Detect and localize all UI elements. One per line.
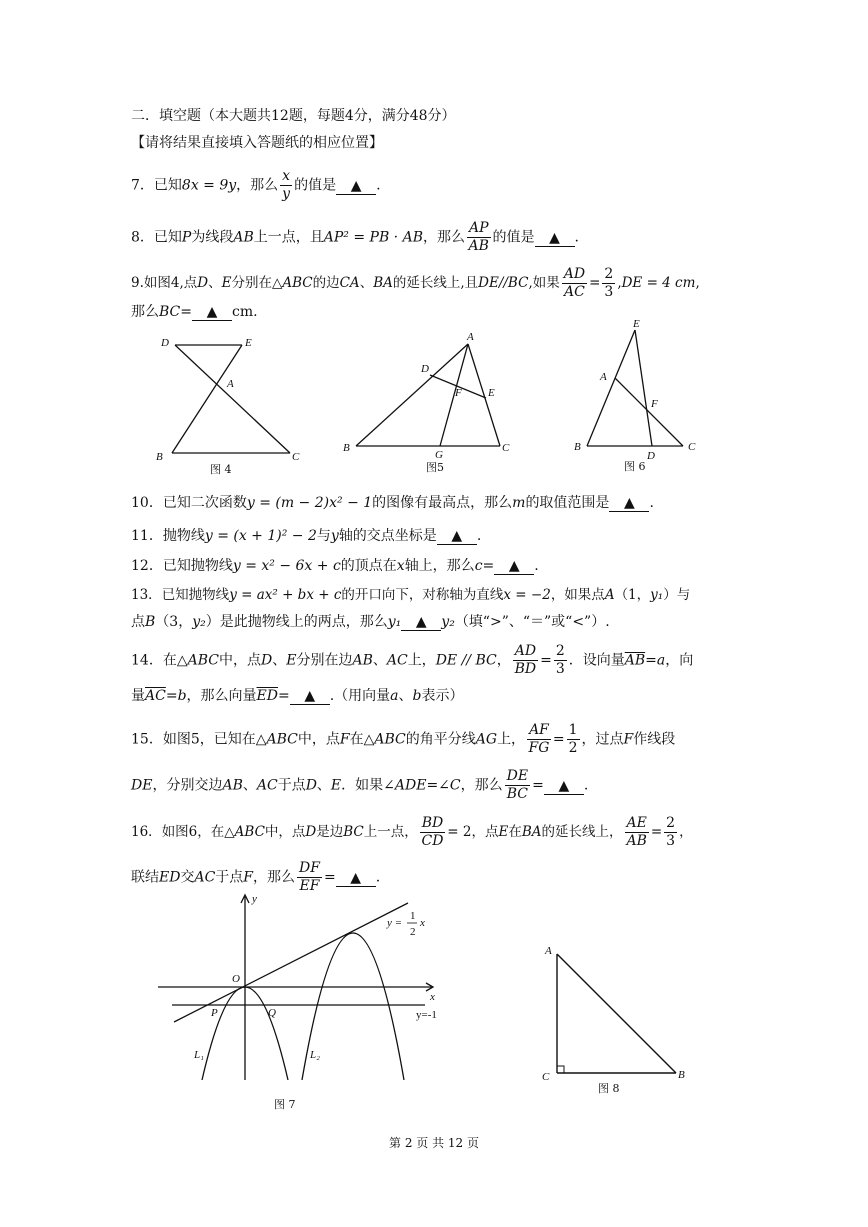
- fig4-label-a: A: [227, 378, 234, 390]
- q13-answer-blank[interactable]: ▲: [401, 614, 441, 631]
- q16-text-l2b: 交: [180, 869, 195, 886]
- q15-answer-blank[interactable]: ▲: [544, 778, 584, 795]
- q14-number: 14．: [131, 652, 163, 669]
- fig7-label-line1-x: x: [420, 917, 425, 929]
- q15-frac3-num: DE: [506, 768, 529, 784]
- q14-vector-a2: a: [390, 688, 399, 704]
- fig7-label-y: y: [252, 893, 257, 905]
- q15-frac2-den: 2: [568, 740, 578, 756]
- q12-var-c: c: [474, 558, 483, 574]
- q9-text-l2c: cm.: [232, 304, 258, 320]
- q15-text-l2h: ，那么: [460, 777, 503, 794]
- q15-text-l2b: ，分别交边: [152, 777, 223, 794]
- question-14-line1: [131, 643, 693, 678]
- q16-eq2: =: [650, 824, 663, 840]
- section-instruction: 【请将结果直接填入答题纸的相应位置】: [131, 135, 383, 151]
- q14-text-f: 上，: [407, 652, 436, 669]
- q15-end: .: [583, 777, 589, 794]
- q9-var-abc: ABC: [282, 275, 313, 291]
- q16-text-l2c: 于点: [215, 869, 244, 886]
- q16-text-c: 是边: [316, 824, 344, 840]
- fig5-label-b: B: [343, 442, 350, 454]
- fig7-label-line1-num: 1: [410, 910, 416, 922]
- figure-8: [530, 940, 700, 1100]
- q10-text-b: 的图像有最高点，那么: [372, 495, 513, 511]
- question-13-line1: [131, 585, 690, 605]
- q14-text-i: =: [645, 652, 657, 669]
- q14-vector-b: b: [177, 688, 187, 704]
- q15-var-f2: F: [623, 731, 634, 748]
- q10-text-c: 的取值范围是: [525, 495, 610, 511]
- q14-frac2-num: 2: [555, 643, 565, 659]
- q15-text-b: 中，点: [297, 731, 340, 748]
- fig8-label-b: B: [678, 1069, 685, 1081]
- q12-text-c: 轴上，那么: [404, 558, 475, 574]
- q14-var-ac: AC: [386, 652, 408, 669]
- q8-answer-blank[interactable]: ▲: [535, 230, 575, 247]
- q16-var-bc: BC: [343, 824, 364, 840]
- q9-text-g: ,如果: [528, 275, 560, 291]
- q15-var-ab: AB: [222, 777, 243, 794]
- q16-text-g: 的延长线上，: [541, 824, 623, 840]
- q12-answer-blank[interactable]: ▲: [494, 558, 534, 575]
- q9-frac-den: AC: [563, 284, 585, 300]
- q14-text-l2g: 表示）: [421, 688, 464, 704]
- q13-var-y2b: y₂: [441, 614, 455, 630]
- q11-number: 11．: [131, 528, 163, 544]
- fig6-seg-ac: [615, 378, 683, 446]
- fig6-label-d: D: [647, 450, 655, 462]
- q8-frac-num: AP: [468, 220, 489, 236]
- q15-number: 15．: [131, 731, 163, 748]
- fig5-label-c: C: [502, 442, 510, 454]
- q14-vector-ab: $\overline{AB}$: [624, 652, 646, 669]
- q11-text-a: 抛物线: [162, 528, 205, 544]
- q16-number: 16．: [131, 824, 162, 840]
- fig8-right-angle-mark: [557, 1066, 564, 1073]
- q14-frac-num: AD: [514, 643, 537, 659]
- q14-text-h: ．设向量: [568, 652, 625, 669]
- q14-parallel: DE // BC: [435, 652, 497, 669]
- q15-var-ac: AC: [256, 777, 278, 794]
- q15-fraction-2: [567, 722, 580, 757]
- q16-text-d: 上一点，: [363, 824, 418, 840]
- q12-text-b: 的顶点在: [340, 558, 397, 574]
- fig7-label-p: P: [211, 1007, 218, 1019]
- q14-fraction-2: [554, 643, 567, 678]
- question-16-line1: [131, 815, 693, 850]
- q9-var-bc: BC: [159, 304, 181, 320]
- q7-frac-num: x: [282, 168, 291, 184]
- q8-text-a: 已知: [153, 229, 182, 246]
- q14-text-l2a: 量: [131, 688, 145, 704]
- q9-text-i: ,: [695, 275, 700, 291]
- q7-end: .: [376, 177, 381, 194]
- q15-frac-den: FG: [528, 740, 550, 756]
- q9-var-ca: CA: [339, 275, 360, 291]
- fig6-label-b: B: [574, 441, 581, 453]
- q14-var-e: E: [286, 652, 297, 669]
- q14-fraction: [513, 643, 538, 678]
- q11-var-y: y: [330, 528, 339, 544]
- q14-text-a: 在△: [162, 652, 188, 669]
- q14-var-ab: AB: [352, 652, 373, 669]
- q8-text-c: 上一点，且: [253, 229, 324, 246]
- fig4-label-b: B: [156, 451, 163, 463]
- q15-text-c: 在△: [349, 731, 375, 748]
- q16-var-ba: BA: [521, 824, 542, 840]
- q15-fraction-3: [505, 768, 530, 803]
- question-9-line2: [131, 302, 258, 322]
- q12-text-d: =: [482, 558, 495, 574]
- page-footer: 第 2 页 共 12 页: [389, 1136, 479, 1150]
- q16-text-h: ，: [679, 824, 693, 840]
- fig8-seg-ab: [557, 954, 676, 1073]
- question-7: [131, 168, 381, 203]
- q15-text-e: 上，: [497, 731, 526, 748]
- fig8-label-c: C: [542, 1071, 550, 1083]
- q14-text-l2f: 、: [398, 688, 413, 704]
- q16-text-l2a: 联结: [131, 869, 159, 886]
- q10-var-m: m: [512, 495, 526, 511]
- q11-text-b: 与: [316, 528, 331, 544]
- q8-text-d: ，那么: [422, 229, 465, 246]
- fig7-label-q: Q: [268, 1007, 276, 1019]
- q15-frac-num: AF: [529, 722, 549, 738]
- q8-text-e: 的值是: [492, 229, 535, 246]
- q13-var-a: A: [604, 587, 615, 603]
- q16-frac2-den: AB: [626, 833, 647, 849]
- q13-number: 13．: [131, 587, 162, 603]
- q16-text-f: 在: [508, 824, 522, 840]
- fig4-label-e: E: [245, 337, 252, 349]
- q14-vector-b2: b: [412, 688, 422, 704]
- fig8-label-a: A: [545, 945, 552, 957]
- q16-var-e: E: [498, 824, 509, 840]
- q16-frac2-num: AE: [626, 815, 647, 831]
- fig5-caption: 图5: [426, 461, 444, 474]
- q16-text-l2d: ，那么: [253, 869, 295, 886]
- q14-text-l2d: =: [277, 688, 290, 704]
- q14-text-l2e: .（用向量: [329, 688, 391, 704]
- q9-de-length: DE = 4 cm: [621, 275, 696, 291]
- q13-text-l2b: （3，: [155, 614, 193, 630]
- fig7-line-half-x: [174, 903, 408, 1022]
- fig6-seg-eb: [587, 330, 635, 446]
- q14-var-d: D: [260, 652, 273, 669]
- q15-var-abc: ABC: [266, 731, 298, 748]
- q8-frac-den: AB: [468, 238, 489, 254]
- question-12: [131, 556, 539, 576]
- figure-4: [150, 330, 310, 480]
- q13-text-l2a: 点: [131, 614, 145, 630]
- q9-frac2-num: 2: [604, 266, 614, 282]
- question-15-line2: [131, 768, 588, 803]
- fig4-caption: 图 4: [210, 463, 232, 476]
- q9-frac-num: AD: [563, 266, 586, 282]
- q7-equation: 8x = 9y: [181, 177, 237, 194]
- question-10: [131, 493, 654, 513]
- q9-text-a: 9.如图4,点: [131, 275, 198, 291]
- q15-text-l2e: 、: [316, 777, 331, 794]
- q16-end: .: [375, 869, 381, 886]
- q8-number: 8．: [131, 229, 154, 246]
- q7-text-b: ，那么: [236, 177, 279, 194]
- q9-text-c: 分别在△: [231, 275, 283, 291]
- q14-vector-ed: $\overline{ED}$: [256, 688, 278, 704]
- q7-answer-blank[interactable]: ▲: [336, 178, 376, 195]
- q16-text-b: 中，点: [264, 824, 306, 840]
- q11-answer-blank[interactable]: ▲: [437, 528, 477, 545]
- q16-text-a: 如图6，在△: [161, 824, 235, 840]
- q14-text-d: 分别在边: [296, 652, 353, 669]
- q9-var-ba: BA: [373, 275, 393, 291]
- q16-var-ac: AC: [194, 869, 216, 886]
- q16-text-l2e: =: [323, 869, 336, 886]
- question-15-line1: [131, 722, 675, 757]
- q11-text-c: 轴的交点坐标是: [338, 528, 437, 544]
- q7-frac-den: y: [282, 186, 291, 202]
- q12-text-a: 已知抛物线: [162, 558, 233, 574]
- q15-text-l2g: =∠: [426, 777, 450, 794]
- fig7-label-line1: y =: [387, 917, 403, 929]
- q16-fraction: [420, 815, 446, 850]
- q16-fraction-3: [664, 815, 677, 850]
- q7-fraction: [280, 168, 292, 203]
- fig4-label-c: C: [292, 451, 300, 463]
- q9-text-d: 的边: [312, 275, 340, 291]
- q15-var-e: E: [330, 777, 342, 794]
- fig4-label-d: D: [161, 337, 169, 349]
- question-9-line1: [131, 266, 700, 301]
- q12-number: 12．: [131, 558, 163, 574]
- fig5-seg-ab: [356, 344, 468, 446]
- q9-fraction-2: [602, 266, 615, 301]
- q15-var-ade: ADE: [394, 777, 427, 794]
- q13-text-a: 已知抛物线: [161, 587, 230, 603]
- q9-text-e: 、: [359, 275, 374, 291]
- q14-text-l2b: =: [165, 688, 178, 704]
- q13-var-y1b: y₁: [387, 614, 402, 630]
- fig5-label-g: G: [435, 449, 443, 461]
- fig7-label-line1-den: 2: [410, 926, 416, 938]
- q9-frac2-den: 3: [604, 284, 614, 300]
- figure-6: [570, 316, 710, 476]
- q13-text-l2c: ）是此抛物线上的两点，那么: [205, 614, 388, 630]
- q9-eq: =: [589, 275, 601, 291]
- fig5-seg-ac: [468, 344, 500, 446]
- q14-var-abc: ABC: [187, 652, 219, 669]
- q14-text-b: 中，点: [218, 652, 261, 669]
- q14-eq: =: [540, 652, 552, 669]
- question-11: [131, 526, 481, 546]
- q15-text-d: 的角平分线: [405, 731, 476, 748]
- q9-text-b: 、: [208, 275, 222, 291]
- q12-end: .: [534, 558, 539, 574]
- q14-text-j: ，向: [665, 652, 694, 669]
- fig7-label-o: O: [232, 973, 240, 985]
- q15-text-g: 作线段: [633, 731, 676, 748]
- q11-equation: y = (x + 1)² − 2: [204, 528, 317, 544]
- fig6-seg-ed: [635, 330, 652, 446]
- fig4-seg-dc: [175, 345, 290, 453]
- q8-text-b: 为线段: [191, 229, 234, 246]
- q9-text-h: ,: [617, 275, 622, 291]
- q13-text-b: 的开口向下，对称轴为直线: [341, 587, 504, 603]
- q7-number: 7．: [131, 177, 154, 194]
- q15-frac3-den: BC: [506, 786, 528, 802]
- q8-fraction: [467, 220, 491, 255]
- q14-frac-den: BD: [514, 661, 537, 677]
- q8-equation: AP² = PB · AB: [323, 229, 423, 246]
- q14-answer-blank[interactable]: ▲: [290, 688, 330, 705]
- q16-text-e: ，点: [471, 824, 499, 840]
- section-title: 二．填空题（本大题共12题，每题4分，满分48分）: [131, 108, 456, 124]
- q15-text-a: 如图5，已知在△: [162, 731, 267, 748]
- fig4-seg-eb: [172, 345, 242, 453]
- q13-axis: x = −2: [503, 587, 551, 603]
- fig6-label-e: E: [633, 318, 640, 330]
- q13-var-y1: y₁: [650, 587, 664, 603]
- q14-text-l2c: ，那么向量: [186, 688, 257, 704]
- q15-var-d: D: [305, 777, 317, 794]
- q16-var-abc: ABC: [234, 824, 265, 840]
- fig5-label-e: E: [488, 387, 495, 399]
- q13-text-d: （1，: [614, 587, 651, 603]
- q8-var-ab: AB: [233, 229, 254, 246]
- q15-var-ag: AG: [475, 731, 498, 748]
- q13-text-c: ，如果点: [550, 587, 605, 603]
- q15-text-f: ，过点: [581, 731, 624, 748]
- figure-7: [150, 888, 450, 1118]
- q8-end: .: [574, 229, 579, 246]
- q14-text-g: ，: [496, 652, 511, 669]
- q12-equation: y = x² − 6x + c: [232, 558, 341, 574]
- q9-var-d: D: [197, 275, 209, 291]
- fig7-label-x: x: [430, 991, 435, 1003]
- fig5-label-a: A: [467, 331, 474, 343]
- q15-fraction: [527, 722, 551, 757]
- q10-end: .: [649, 495, 654, 511]
- q7-text-c: 的值是: [294, 177, 337, 194]
- q16-eq: = 2: [447, 824, 472, 840]
- q13-text-l2d: （填“>”、“＝”或“<”）.: [454, 614, 610, 630]
- q15-eq: =: [552, 731, 565, 748]
- q14-vector-a: a: [656, 652, 666, 669]
- fig8-caption: 图 8: [598, 1082, 620, 1095]
- q8-var-p: P: [181, 229, 192, 246]
- fig5-seg-ag: [440, 344, 468, 446]
- fig7-label-line2: y=-1: [416, 1009, 437, 1021]
- fig7-caption: 图 7: [274, 1098, 296, 1111]
- q15-var-c: C: [449, 777, 461, 794]
- q16-answer-blank[interactable]: ▲: [336, 870, 376, 887]
- fig5-label-d: D: [421, 363, 429, 375]
- fig6-label-f: F: [651, 398, 658, 410]
- question-8: [131, 220, 579, 255]
- fig6-label-a: A: [600, 371, 607, 383]
- q16-var-d: D: [305, 824, 317, 840]
- q16-frac4-den: EF: [299, 878, 320, 894]
- fig6-label-c: C: [688, 441, 696, 453]
- q7-text-a: 已知: [153, 177, 182, 194]
- q16-var-ed: ED: [159, 869, 181, 886]
- q10-equation: y = (m − 2)x² − 1: [246, 495, 373, 511]
- fig5-label-f: F: [455, 387, 462, 399]
- q9-text-f: 的延长线上,且: [392, 275, 479, 291]
- question-13-line2: [131, 612, 610, 632]
- q15-var-abc2: ABC: [374, 731, 406, 748]
- q15-text-l2d: 于点: [277, 777, 306, 794]
- q13-var-b: B: [145, 614, 156, 630]
- q14-frac2-den: 3: [555, 661, 565, 677]
- q10-text-a: 已知二次函数: [162, 495, 247, 511]
- q11-end: .: [476, 528, 482, 544]
- q9-text-l2a: 那么: [131, 304, 159, 320]
- q15-text-l2i: =: [532, 777, 544, 794]
- q10-number: 10．: [131, 495, 163, 511]
- q16-frac-den: CD: [421, 833, 444, 849]
- q9-parallel: DE//BC: [478, 275, 529, 291]
- q16-frac-num: BD: [421, 815, 444, 831]
- q9-var-e: E: [221, 275, 232, 291]
- q9-answer-blank[interactable]: ▲: [192, 304, 232, 321]
- q14-text-e: 、: [372, 652, 387, 669]
- q16-fraction-2: [625, 815, 649, 850]
- question-14-line2: [131, 686, 464, 706]
- q16-frac3-den: 3: [666, 833, 676, 849]
- q16-var-f: F: [243, 869, 253, 886]
- q10-answer-blank[interactable]: ▲: [609, 495, 649, 512]
- fig7-label-l1: L₁: [194, 1049, 204, 1061]
- q14-vector-ac: $\overline{AC}$: [145, 688, 166, 704]
- figure-5: [338, 328, 528, 478]
- q16-frac3-num: 2: [666, 815, 676, 831]
- q14-text-c: 、: [272, 652, 287, 669]
- fig7-label-l2: L₂: [310, 1049, 320, 1061]
- q16-frac4-num: DF: [299, 860, 320, 876]
- q15-text-l2f: ．如果∠: [341, 777, 395, 794]
- q15-frac2-num: 1: [568, 722, 578, 738]
- q15-var-f: F: [339, 731, 350, 748]
- q12-var-x: x: [396, 558, 405, 574]
- q9-fraction: [562, 266, 587, 301]
- q13-text-e: ）与: [663, 587, 691, 603]
- q15-var-de: DE: [131, 777, 153, 794]
- q15-text-l2c: 、: [242, 777, 257, 794]
- q9-text-l2b: =: [180, 304, 192, 320]
- q13-equation: y = ax² + bx + c: [229, 587, 342, 603]
- fig6-caption: 图 6: [624, 460, 646, 473]
- q13-var-y2: y₂: [192, 614, 206, 630]
